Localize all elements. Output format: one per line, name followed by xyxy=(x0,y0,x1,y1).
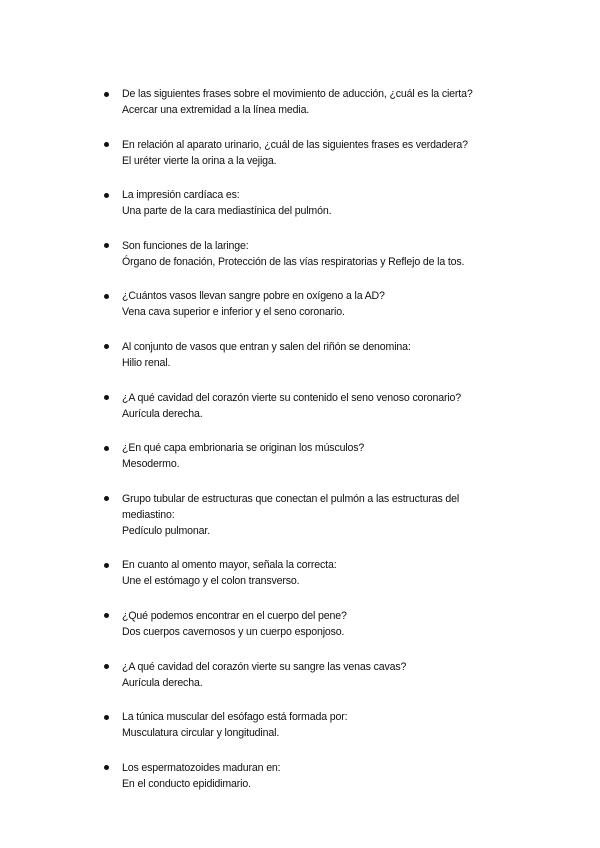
answer-text: Une el estómago y el colon transverso. xyxy=(122,575,300,588)
bullet-icon xyxy=(104,344,109,349)
list-item xyxy=(104,491,504,539)
bullet-icon xyxy=(104,243,109,248)
answer-text: Dos cuerpos cavernosos y un cuerpo esponjoso. xyxy=(122,625,345,638)
question-text: Grupo tubular de estructuras que conectan el pulmón a las estructuras del mediastino: xyxy=(122,492,460,521)
bullet-icon xyxy=(104,563,109,568)
list-item xyxy=(104,288,504,320)
answer-text: Aurícula derecha. xyxy=(122,407,203,420)
answer-text: Musculatura circular y longitudinal. xyxy=(122,727,280,740)
bullet-icon xyxy=(104,446,109,451)
question-text: ¿Qué podemos encontrar en el cuerpo del pene? xyxy=(122,609,347,622)
question-text: En cuanto al omento mayor, señala la correcta: xyxy=(122,559,337,572)
list-item xyxy=(104,187,504,219)
list-item xyxy=(104,440,504,472)
list-item xyxy=(104,709,504,741)
answer-text: Pedículo pulmonar. xyxy=(122,524,210,537)
qa-list xyxy=(104,86,504,810)
answer-text: El uréter vierte la orina a la vejiga. xyxy=(122,154,277,167)
question-text: En relación al aparato urinario, ¿cuál de las siguientes frases es verdadera? xyxy=(122,138,468,151)
bullet-icon xyxy=(104,193,109,198)
question-text: ¿A qué cavidad del corazón vierte su contenido el seno venoso coronario? xyxy=(122,391,462,404)
question-text: De las siguientes frases sobre el movimiento de aducción, ¿cuál es la cierta? xyxy=(122,88,473,100)
question-text: ¿Cuántos vasos llevan sangre pobre en oxígeno a la AD? xyxy=(122,290,385,303)
bullet-icon xyxy=(104,395,109,400)
bullet-icon xyxy=(104,294,109,299)
list-item xyxy=(104,557,504,589)
question-text: Los espermatozoides maduran en: xyxy=(122,761,281,774)
bullet-icon xyxy=(104,92,109,97)
bullet-icon xyxy=(104,715,109,720)
list-item xyxy=(104,339,504,371)
answer-text: Vena cava superior e inferior y el seno coronario. xyxy=(122,306,345,319)
question-text: La túnica muscular del esófago está formada por: xyxy=(122,711,348,724)
list-item xyxy=(104,608,504,640)
list-item xyxy=(104,238,504,270)
question-text: La impresión cardíaca es: xyxy=(122,189,240,202)
bullet-icon xyxy=(104,496,109,501)
list-item xyxy=(104,390,504,422)
answer-text: Órgano de fonación, Protección de las vías respiratorias y Reflejo de la tos. xyxy=(122,255,465,268)
bullet-icon xyxy=(104,613,109,618)
bullet-icon xyxy=(104,664,109,669)
bullet-icon xyxy=(104,142,109,147)
answer-text: Acercar una extremidad a la línea media. xyxy=(122,104,310,116)
answer-text: En el conducto epididimario. xyxy=(122,777,251,790)
bullet-icon xyxy=(104,765,109,770)
answer-text: Hilio renal. xyxy=(122,356,171,369)
answer-text: Aurícula derecha. xyxy=(122,676,203,689)
question-text: Son funciones de la laringe: xyxy=(122,239,249,252)
question-text: Al conjunto de vasos que entran y salen del riñón se denomina: xyxy=(122,340,411,353)
answer-text: Una parte de la cara mediastínica del pulmón. xyxy=(122,205,332,218)
question-text: ¿A qué cavidad del corazón vierte su sangre las venas cavas? xyxy=(122,660,407,673)
list-item xyxy=(104,86,504,118)
list-item xyxy=(104,137,504,169)
question-text: ¿En qué capa embrionaria se originan los músculos? xyxy=(122,442,365,455)
list-item xyxy=(104,760,504,792)
list-item xyxy=(104,659,504,691)
answer-text: Mesodermo. xyxy=(122,458,180,471)
